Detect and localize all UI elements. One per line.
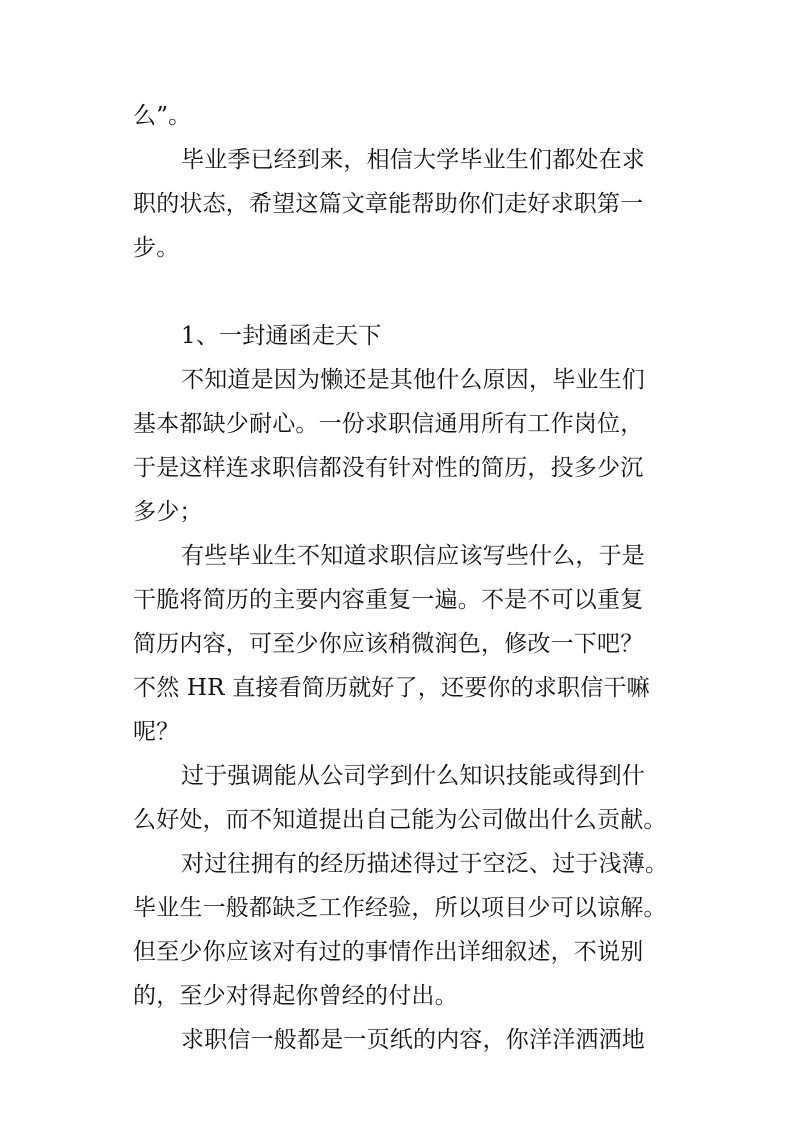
- text-line: 简历内容，可至少你应该稍微润色，修改一下吧？: [133, 631, 644, 657]
- text-line: 干脆将简历的主要内容重复一遍。不是不可以重复: [133, 587, 644, 613]
- text-line: 有些毕业生不知道求职信应该写些什么，于是: [181, 543, 645, 569]
- text-line: 但至少你应该对有过的事情作出详细叙述，不说别: [133, 939, 644, 965]
- text-line: 不然 HR 直接看简历就好了，还要你的求职信干嘛: [133, 675, 650, 701]
- text-line: 步。: [133, 235, 180, 261]
- text-line: 对过往拥有的经历描述得过于空泛、过于浅薄。: [181, 851, 669, 877]
- text-line: 于是这样连求职信都没有针对性的简历，投多少沉: [133, 455, 644, 481]
- text-line: 职的状态，希望这篇文章能帮助你们走好求职第一: [133, 191, 644, 217]
- text-line: 不知道是因为懒还是其他什么原因，毕业生们: [181, 367, 645, 393]
- text-line: 的，至少对得起你曾经的付出。: [133, 983, 458, 1009]
- section-heading: 1、一封通函走天下: [181, 323, 382, 349]
- text-line: 求职信一般都是一页纸的内容，你洋洋洒洒地: [181, 1027, 645, 1053]
- text-line: 多少；: [133, 499, 203, 525]
- text-line: 么好处，而不知道提出自己能为公司做出什么贡献。: [133, 807, 667, 833]
- text-line: 么”。: [133, 103, 192, 129]
- text-line: 呢？: [133, 719, 180, 745]
- text-line: 过于强调能从公司学到什么知识技能或得到什: [181, 763, 645, 789]
- text-line: 毕业生一般都缺乏工作经验，所以项目少可以谅解。: [133, 895, 667, 921]
- text-line: 毕业季已经到来，相信大学毕业生们都处在求: [181, 147, 645, 173]
- text-line: 基本都缺少耐心。一份求职信通用所有工作岗位，: [133, 411, 644, 437]
